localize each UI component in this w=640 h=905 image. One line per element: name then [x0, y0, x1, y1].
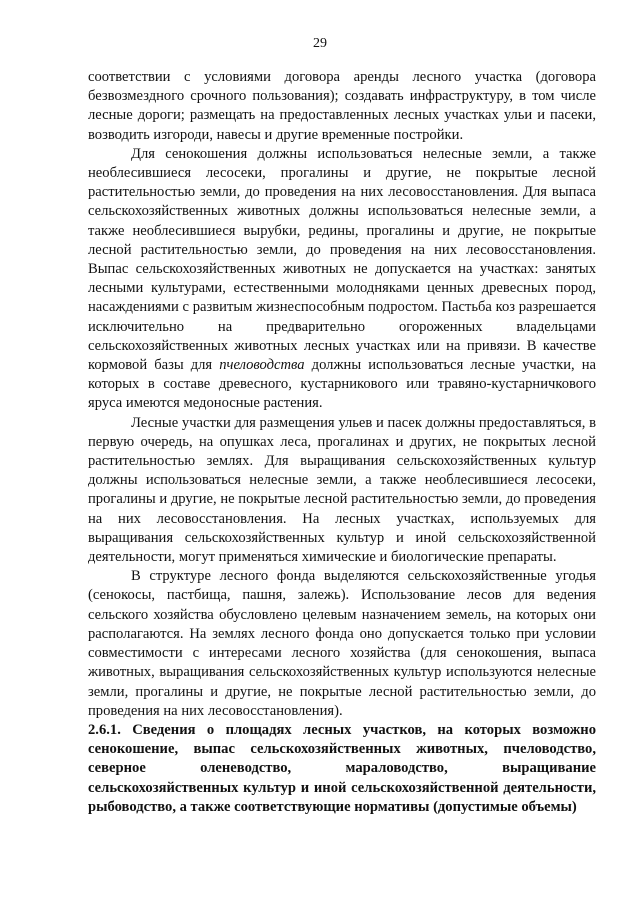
emphasized-term: пчеловодства [219, 357, 305, 374]
paragraph-apiaries-crops: Лесные участки для размещения ульев и пасек должны предоставляться, в первую очередь, на опушках леса, прогалинах и других, не покрытых лесной растительностью землях. Для выращивания сельскохозяйственных культур должны использоваться нелесные земли, а также необлесившиеся лесосеки, прогалины и другие, не покрытые лесной растительностью земли, до проведения на них лесовосстановления. На лесных участках, используемых для выращивания сельскохозяйственных культур и иной сельскохозяйственной деятельности, могут применяться химические и биологические препараты. [88, 414, 596, 566]
paragraph-text: Для сенокошения должны использоваться нелесные земли, а также необлесившиеся лесосеки, прогалины и другие, не покрытые лесной растительностью земли, до проведения на них лесовосстановления. Для выпаса сельскохозяйственных животных должны использоваться нелесные земли, а также необлесившиеся вырубки, редины, прогалины и другие, не покрытые лесной растительностью земли, до проведения на них лесовосстановления. Выпас сельскохозяйственных животных не допускается на участках: занятых лесными культурами, естественными молодняками ценных древесных пород, насаждениями с развитым жизнеспособным подростом. Пастьба коз разрешается исключительно на предварительно огороженных владельцами сельскохозяйственных животных лесных участках или на привязи. В качестве кормовой базы для [88, 145, 596, 374]
paragraph-agricultural-lands: В структуре лесного фонда выделяются сельскохозяйственные угодья (сенокосы, пастбища, пашня, залежь). Использование лесов для ведения сельского хозяйства обусловлено целевым назначением земель, на которых они располагаются. На землях лесного фонда оно допускается только при условии совместимости с интересами лесного хозяйства (для сенокошения, выпаса животных, выращивания сельскохозяйственных культур используются нелесные земли, прогалины и другие, не покрытые лесной растительностью земли, до проведения на них лесовосстановления). [88, 568, 596, 719]
paragraph-text: должны использоваться лесные участки, на которых в составе древесного, кустарникового или травяно-кустарничкового яруса имеются медоносные растения. [88, 357, 596, 412]
paragraph-continuation: соответствии с условиями договора аренды лесного участка (договора безвозмездного срочного пользования); создавать инфраструктуру, в том числе лесные дороги; размещать на предоставленных лесных участках ульи и пасеки, возводить изгороди, навесы и другие временные постройки. [88, 69, 596, 143]
section-heading: 2.6.1. Сведения о площадях лесных участков, на которых возможно сенокошение, выпас сельскохозяйственных животных, пчеловодство, северное оленеводство, мараловодство, выращивание сельскохозяйственных культур и иной сельскохозяйственной деятельности, рыбоводство, а также соответствующие нормативы (допустимые объемы) [88, 721, 596, 815]
document-body [88, 68, 596, 817]
paragraph-haymaking-grazing [88, 145, 596, 414]
page-number: 29 [313, 36, 327, 51]
